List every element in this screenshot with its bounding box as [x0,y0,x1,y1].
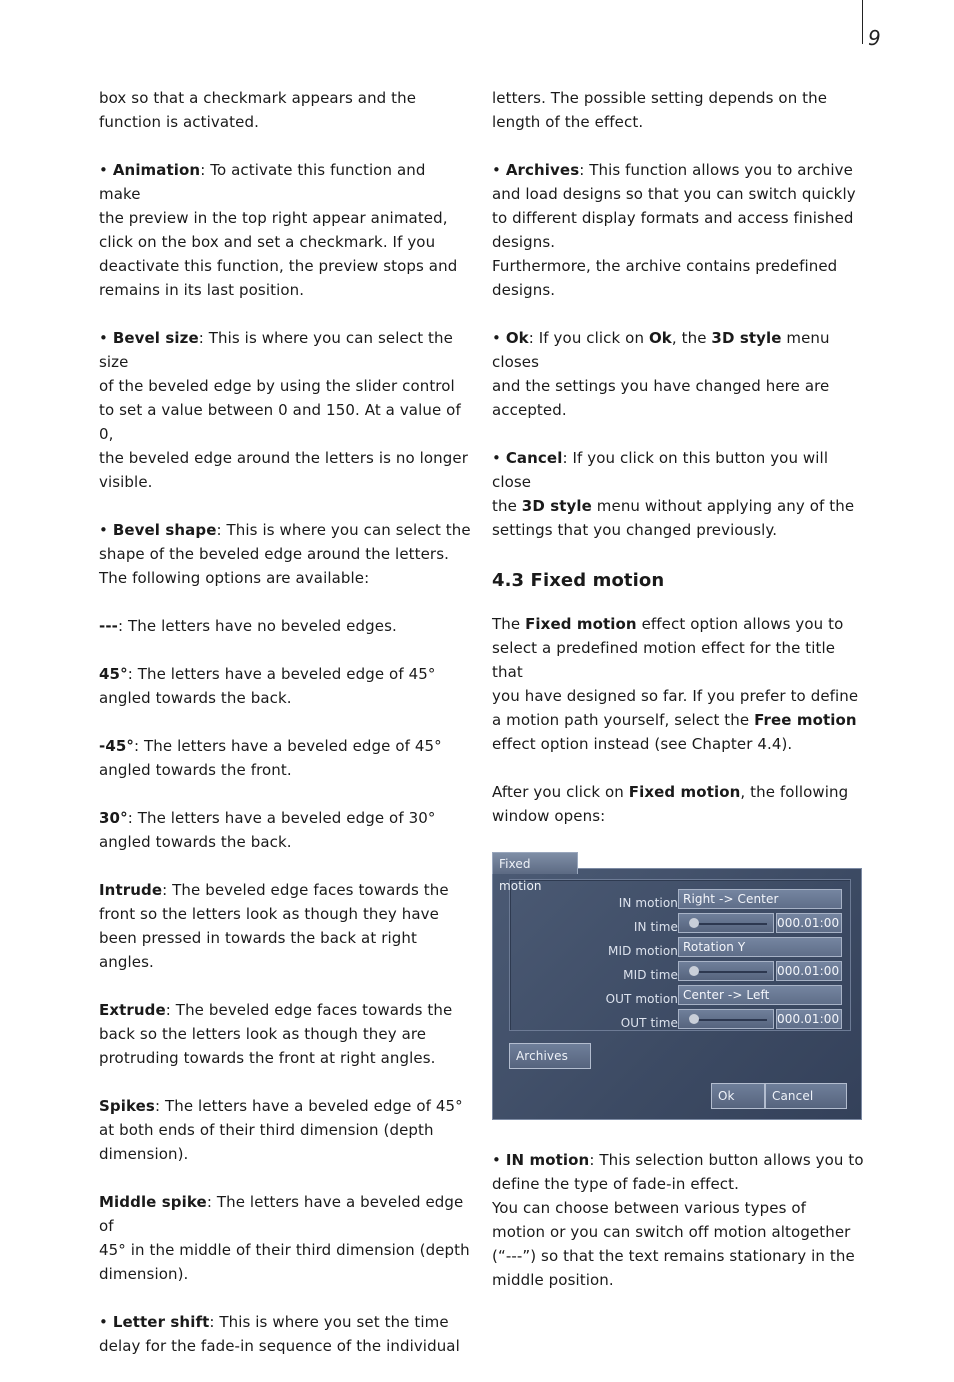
text: angles. [99,953,154,971]
text-line [99,758,471,782]
paragraph [99,1190,471,1286]
text: The following options are available: [99,569,370,587]
text-line [492,636,864,684]
paragraph [99,158,471,302]
paragraph [99,878,471,974]
row-label: MID time [623,968,678,982]
dialog-row [510,960,850,982]
paragraph [492,326,864,422]
text: The [492,615,526,633]
text-line [99,326,471,374]
text-line [492,612,864,636]
term: Fixed motion [525,615,637,633]
section-heading: 4.3 Fixed motion [492,570,665,591]
paragraph [492,86,864,134]
text: : The beveled edge faces towards the [165,1001,453,1019]
row-label: OUT motion [605,992,678,1006]
text-line [99,398,471,446]
text-line [99,902,471,926]
paragraph [99,518,471,590]
text: After you click on [492,783,629,801]
text: : The letters have no beveled edges. [117,617,397,635]
text-line [99,662,471,686]
text: 45° in the middle of their third dimension (depth [99,1241,470,1259]
dialog-row [510,912,850,934]
text: a motion path yourself, select the [492,711,755,729]
text-line [99,1142,471,1166]
row-label: OUT time [620,1016,678,1030]
text-line [492,182,864,206]
text-line [492,110,864,134]
text-line [99,950,471,974]
text: , the [671,329,712,347]
text-line [99,734,471,758]
text-line [492,398,864,422]
text: designs. [492,281,556,299]
bullet: • [99,329,113,347]
slider-knob [689,1014,699,1024]
text: , the following [740,783,849,801]
text: the beveled edge around the letters is no longer [99,449,468,467]
term: 30° [99,809,128,827]
slider-knob [689,918,699,928]
paragraph [99,734,471,782]
text-line [99,1238,471,1262]
term: Bevel size [112,329,199,347]
text: window opens: [492,807,606,825]
term: -45° [99,737,134,755]
text: You can choose between various types of [492,1199,807,1217]
text-line [492,804,864,828]
text: you have designed so far. If you prefer to define [492,687,859,705]
text: effect option instead (see Chapter 4.4). [492,735,793,753]
text-line [492,278,864,302]
text-line [492,732,864,756]
text: delay for the fade-in sequence of the individual [99,1337,460,1355]
text-line [492,254,864,278]
text: • [492,449,506,467]
text-line [99,1118,471,1142]
text-line [492,1244,864,1268]
text-line [99,1262,471,1286]
text: deactivate this function, the preview stops and [99,257,458,275]
text: : The letters have a beveled edge of 45° [134,737,442,755]
term: 3D style [521,497,592,515]
paragraph [99,1094,471,1166]
text: designs. [492,233,556,251]
text-line [99,230,471,254]
text: the preview in the top right appear animated, [99,209,448,227]
text: back so the letters look as though they are [99,1025,427,1043]
text-line [99,566,471,590]
dialog-row [510,1008,850,1030]
text: remains in its last position. [99,281,305,299]
text-line [492,1268,864,1292]
text-line [492,1220,864,1244]
bullet: • [492,161,506,179]
text: : If you click on [528,329,649,347]
dialog-tab-fixed-motion[interactable]: Fixed motion [492,852,578,874]
text-line [492,708,864,732]
text: dimension). [99,1145,189,1163]
text-line [99,446,471,470]
text: angled towards the back. [99,689,292,707]
text: length of the effect. [492,113,644,131]
term: Ok [648,329,672,347]
text-line [99,206,471,230]
text: and load designs so that you can switch quickly [492,185,856,203]
text-line [99,542,471,566]
text-line [99,1046,471,1070]
paragraph [99,998,471,1070]
row-label: IN motion [618,896,678,910]
motion-select[interactable]: Center -> Left [678,985,842,1005]
dialog-row [510,984,850,1006]
text: visible. [99,473,153,491]
text: : This selection button allows you to [589,1151,864,1169]
text: motion or you can switch off motion altogether [492,1223,851,1241]
time-slider[interactable] [678,961,774,981]
text-line [99,1334,471,1358]
time-slider[interactable] [678,913,774,933]
paragraph [99,86,471,134]
text: to different display formats and access finished [492,209,854,227]
right-column [492,86,864,1316]
text-line [99,806,471,830]
text-line [99,1022,471,1046]
text-line [492,1148,864,1172]
text: dimension). [99,1265,189,1283]
term: Intrude [99,881,163,899]
text: angled towards the front. [99,761,292,779]
motion-settings-panel [509,879,851,1031]
fixed-motion-dialog-screenshot [492,852,862,1120]
term: Ok [505,329,529,347]
term: 45° [99,665,128,683]
text: : If you click on this button you will close [492,449,829,491]
text: : To activate this function and make [99,161,426,203]
paragraph [492,446,864,542]
text: : This is where you can select the size [99,329,453,371]
dialog-body [492,868,862,1120]
text-line [99,470,471,494]
motion-select[interactable]: Rotation Y [678,937,842,957]
text-line [492,684,864,708]
paragraph [99,1310,471,1358]
term: Extrude [99,1001,166,1019]
text-line [99,1094,471,1118]
text-line [99,614,471,638]
slider-track [689,1019,767,1021]
term: Letter shift [112,1313,210,1331]
term: Cancel [505,449,563,467]
text: been pressed in towards the back at right [99,929,417,947]
paragraph [492,1148,864,1292]
text-line [99,926,471,950]
text: letters. The possible setting depends on the [492,89,828,107]
text-line [492,374,864,398]
paragraph [492,158,864,302]
paragraph [492,780,864,828]
paragraph [492,612,864,756]
term: Fixed motion [628,783,741,801]
term: Middle spike [99,1193,207,1211]
text: : The beveled edge faces towards the [162,881,449,899]
slider-track [689,923,767,925]
text: and the settings you have changed here are [492,377,830,395]
text: of the beveled edge by using the slider control [99,377,455,395]
text-line [492,1172,864,1196]
cancel-button[interactable]: Cancel [765,1083,847,1109]
page-number: 9 [868,26,881,50]
paragraph [99,806,471,854]
bullet: • [99,1313,113,1331]
term: Bevel shape [112,521,217,539]
text-line [492,326,864,374]
left-column [99,86,471,1382]
text: : The letters have a beveled edge of [99,1193,464,1235]
term: 3D style [711,329,782,347]
term: Archives [505,161,580,179]
text: angled towards the back. [99,833,292,851]
time-value[interactable]: 000.01:00 [776,1009,842,1029]
text-line [492,1196,864,1220]
text: Furthermore, the archive contains predefined [492,257,838,275]
text: at both ends of their third dimension (depth [99,1121,434,1139]
bullet: • [99,521,113,539]
text: shape of the beveled edge around the letters. [99,545,449,563]
text: settings that you changed previously. [492,521,778,539]
text-line [492,86,864,110]
text: : The letters have a beveled edge of 45° [154,1097,463,1115]
paragraph [99,662,471,710]
text: (“---”) so that the text remains stationary in the [492,1247,855,1265]
text: function is activated. [99,113,259,131]
text: the [492,497,522,515]
slider-knob [689,966,699,976]
paragraph [99,326,471,494]
text-line [492,158,864,182]
dialog-row [510,888,850,910]
text: : The letters have a beveled edge of 30° [127,809,436,827]
time-slider[interactable] [678,1009,774,1029]
time-value[interactable]: 000.01:00 [776,913,842,933]
text: accepted. [492,401,567,419]
text: menu without applying any of the [591,497,855,515]
term: Free motion [754,711,857,729]
dialog-row [510,936,850,958]
text-line [99,1190,471,1238]
slider-track [689,971,767,973]
bullet: • [99,161,113,179]
text-line [99,254,471,278]
text: : This is where you set the time [209,1313,449,1331]
text-line [99,998,471,1022]
text-line [99,110,471,134]
text: effect option allows you to [636,615,844,633]
text-line [492,206,864,230]
text-line [99,1310,471,1334]
text-line [99,278,471,302]
time-value[interactable]: 000.01:00 [776,961,842,981]
text-line [492,230,864,254]
text-line [99,830,471,854]
term: Spikes [99,1097,155,1115]
paragraph [99,614,471,638]
text-line [99,158,471,206]
term: Animation [112,161,201,179]
row-label: IN time [633,920,678,934]
text-line [99,86,471,110]
text: select a predefined motion effect for the title that [492,639,836,681]
text: : This function allows you to archive [579,161,853,179]
text-line [492,780,864,804]
text: click on the box and set a checkmark. If you [99,233,436,251]
text: box so that a checkmark appears and the [99,89,417,107]
text: front so the letters look as though they have [99,905,439,923]
ok-button[interactable]: Ok [711,1083,765,1109]
term: --- [99,617,118,635]
text: : The letters have a beveled edge of 45° [127,665,436,683]
text-line [99,518,471,542]
text: menu closes [492,329,830,371]
text-line [99,374,471,398]
motion-select[interactable]: Right -> Center [678,889,842,909]
text: middle position. [492,1271,614,1289]
text-line [492,494,864,518]
page-header-rule [862,0,863,44]
text: define the type of fade-in effect. [492,1175,739,1193]
text-line [99,686,471,710]
text-line [492,446,864,494]
text: protruding towards the front at right angles. [99,1049,436,1067]
term: IN motion [505,1151,590,1169]
bullet: • [492,1151,506,1169]
archives-button[interactable]: Archives [509,1043,591,1069]
text: : This is where you can select the [216,521,471,539]
text-line [492,518,864,542]
text-line [99,878,471,902]
text: to set a value between 0 and 150. At a value of 0, [99,401,461,443]
row-label: MID motion [608,944,678,958]
text: • [492,329,506,347]
